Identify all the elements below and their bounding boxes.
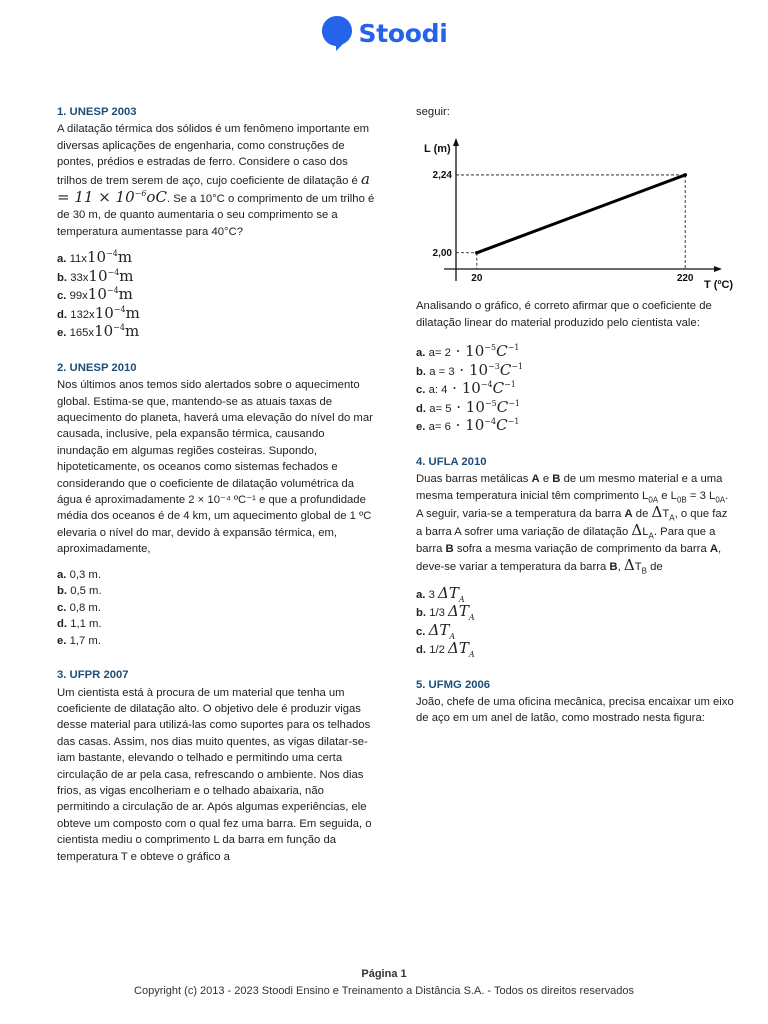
option-b[interactable]: b. 0,5 m. xyxy=(57,585,102,598)
option-c[interactable]: c. a: $4 \cdot 10^{-4}C^{-1}$ xyxy=(416,379,516,398)
x-tick-label: 20 xyxy=(471,273,483,285)
option-b[interactable]: b. $a = 3 \cdot 10^{-3}C^{-1}$ xyxy=(416,360,524,379)
question-3-title: 3. UFPR 2007 xyxy=(57,669,129,682)
question-2-title: 2. UNESP 2010 xyxy=(57,361,137,374)
stoodi-logo[interactable] xyxy=(321,14,448,52)
option-d[interactable]: d. $132x10^{-4}m$ xyxy=(57,303,140,322)
x-axis-arrow xyxy=(714,266,722,272)
option-c[interactable]: c. $\Delta T_A$ xyxy=(416,620,456,641)
y-axis-label: L (m) xyxy=(424,143,451,156)
question-3 xyxy=(57,667,377,865)
formula: $a = 11 \times 10^{-6}oC$ xyxy=(57,169,370,207)
question-5 xyxy=(416,677,736,727)
stoodi-logo-icon xyxy=(321,14,353,52)
option-b[interactable]: b. $33x10^{-4}m$ xyxy=(57,266,134,285)
chart-marks xyxy=(433,170,694,284)
data-point xyxy=(475,251,479,255)
option-c[interactable]: c. 0,8 m. xyxy=(57,601,101,614)
question-3-prompt: Analisando o gráfico, é correto afirmar que o coeficiente de dilatação linear do material produzido pelo cientista vale: xyxy=(416,300,712,329)
data-point xyxy=(683,174,687,178)
option-b[interactable]: b. 1/3 $\Delta T_A$ xyxy=(416,602,475,623)
question-4-options xyxy=(416,585,736,659)
right-column xyxy=(416,104,736,727)
length-temperature-chart xyxy=(416,134,746,292)
option-a[interactable]: a. $a= 2 \cdot 10^{-5}C^{-1}$ xyxy=(416,342,520,361)
option-a[interactable]: a. 3 $\Delta T_A$ xyxy=(416,583,465,604)
question-5-text: João, chefe de uma oficina mecânica, precisa encaixar um eixo de aço em um anel de latão, como mostrado nesta figura: xyxy=(416,695,734,725)
question-1-title: 1. UNESP 2003 xyxy=(57,106,137,118)
question-1 xyxy=(57,104,377,342)
x-axis-label: T (ºC) xyxy=(704,279,734,292)
left-column xyxy=(57,104,377,865)
copyright: Copyright (c) 2013 - 2023 Stoodi Ensino e Treinamento a Distância S.A. - Todos os direitos reservados xyxy=(134,985,634,997)
option-d[interactable]: d. $a= 5 \cdot 10^{-5}C^{-1}$ xyxy=(416,397,520,416)
question-2 xyxy=(57,360,377,649)
question-3-text: Um cientista está à procura de um material que tenha um coeficiente de dilatação alto. O objetivo dele é produzir vigas desse material para utilizá-las como suportes para os telhados das casas. Assim, nos dias muito quentes, as vigas dilatar-se-iam bastante, elevando o telhado e permitindo uma certa circulação de ar pela casa, refrescando o ambiente. Nos dias frios, as vigas encolheriam e o telhado abaixaria, não permitindo a circulação de ar. Após algumas experiências, ele obteve um composto com o qual fez uma barra. Em seguida, o cientista mediu o comprimento L da barra em função da temperatura T e obteve o gráfico a xyxy=(57,686,372,863)
option-e[interactable]: e. $a= 6 \cdot 10^{-4}C^{-1}$ xyxy=(416,416,520,435)
option-c[interactable]: c. $99x10^{-4}m$ xyxy=(57,285,133,304)
option-e[interactable]: e. $165x10^{-4}m$ xyxy=(57,322,140,341)
option-d[interactable]: d. 1,1 m. xyxy=(57,618,102,631)
question-4 xyxy=(416,454,736,659)
question-1-options xyxy=(57,249,377,342)
brand-name: Stoodi xyxy=(358,18,448,48)
y-axis-arrow xyxy=(453,138,459,146)
option-a[interactable]: a. $11x10^{-4}m$ xyxy=(57,248,133,267)
option-e[interactable]: e. 1,7 m. xyxy=(57,634,101,647)
page-number: Página 1 xyxy=(361,968,407,980)
x-tick-label: 220 xyxy=(676,273,694,285)
series-line xyxy=(477,175,685,253)
question-3-continuation: seguir: xyxy=(416,106,450,118)
header xyxy=(0,14,768,52)
question-3-options xyxy=(416,343,736,436)
question-5-title: 5. UFMG 2006 xyxy=(416,678,491,691)
option-d[interactable]: d. 1/2 $\Delta T_A$ xyxy=(416,639,475,660)
option-a[interactable]: a. 0,3 m. xyxy=(57,568,101,581)
question-4-title: 4. UFLA 2010 xyxy=(416,455,487,468)
question-2-options xyxy=(57,567,377,650)
question-4-text: Duas barras metálicas A e B de um mesmo material e a uma mesma temperatura inicial têm comprimento $L_{0A}$ e $L_{0B} = 3$ $L_{0A}$. A seguir, varia-se a temperatura da barra A de $\Delta T_A$, o que faz a barra A sofrer uma variação de dilatação $\Delta L_A$. Para que a barra B sofra a mesma variação de comprimento da barra A, deve-se variar a temperatura da barra B, $\Delta T_B$ de xyxy=(416,473,729,576)
y-tick-label: 2,24 xyxy=(432,170,452,182)
y-tick-label: 2,00 xyxy=(432,248,452,260)
question-1-text: A dilatação térmica dos sólidos é um fenômeno importante em diversas aplicações de engenharia, como construções de pontes, prédios e estradas de ferro. Considere o caso dos trilhos de trem serem de aço, cujo coeficiente de dilatação é $a = 11 \times 10^{-6}oC$. Se a 10°C o comprimento de um trilho é de 30 m, de quanto aumentaria o seu comprimento se a temperatura aumentasse para 40°C? xyxy=(57,123,375,238)
question-2-text: Nos últimos anos temos sido alertados sobre o aquecimento global. Estima-se que, mantendo-se as atuais taxas de aquecimento do planeta, haverá uma elevação do nível do mar causada, inclusive, pela expansão térmica, causando inundação em algumas regiões costeiras. Supondo, hipoteticamente, os oceanos como sistemas fechados e considerando que o coeficiente de dilatação volumétrica da água é aproximadamente 2 × 10⁻⁴ ºC⁻¹ e que a profundidade média dos oceanos é de 4 km, um aquecimento global de 1 ºC elevaria o nível do mar, devido à expansão térmica, em, aproximadamente, xyxy=(57,379,373,556)
chart-axes xyxy=(444,138,722,281)
